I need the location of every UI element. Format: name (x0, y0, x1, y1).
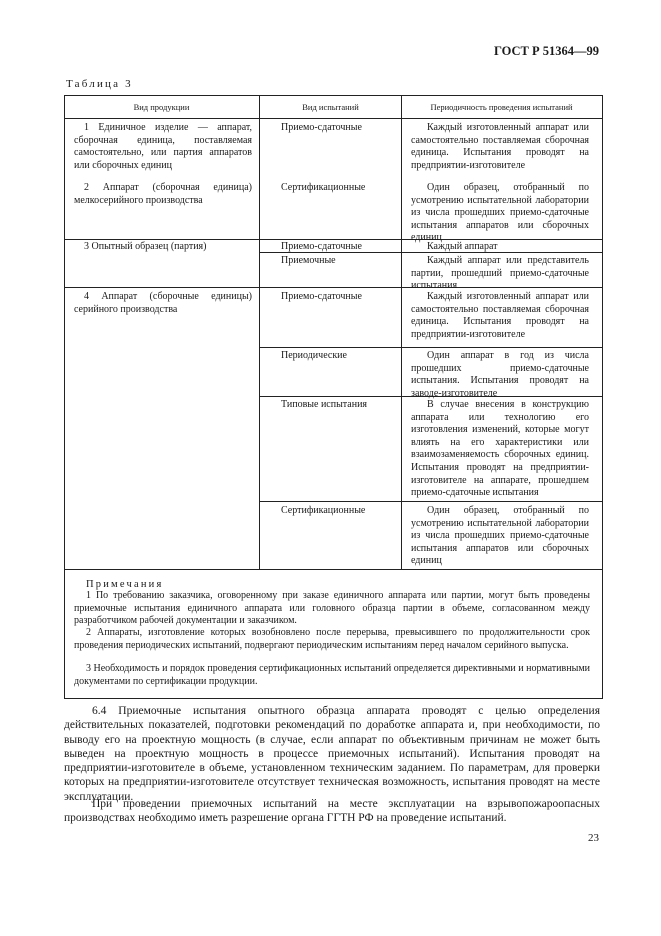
period-cell: Каждый аппарат (427, 241, 498, 252)
test-type-cell: Сертификационные (281, 505, 366, 516)
column-header-product: Вид продукции (133, 102, 190, 112)
column-header-test: Вид испытаний (302, 102, 359, 112)
test-type-cell: Типовые испытания (281, 399, 368, 410)
table-notes-rule (64, 569, 602, 570)
note-item: 2 Аппараты, изготовление которых возобновлено после перерыва, превысившего по продолжительности срок проведения периодических испытаний, подвергают периодическим испытаниям перед началом серийного выпуска. (74, 627, 590, 651)
table-row-rule (259, 347, 602, 348)
notes-title: Примечания (86, 579, 164, 590)
test-type-cell: Сертификационные (281, 182, 366, 193)
product-cell: 1 Единичное изделие — аппарат, сборочная единица, поставляемая самостоятельно, или партия аппаратов или сборочных единиц (74, 122, 252, 171)
period-cell: Один аппарат в год из числа прошедших приемо-сдаточные испытания. Испытания проводят на заводе-изготовителе (411, 350, 589, 399)
period-cell: Каждый изготовленный аппарат или самостоятельно поставляемая сборочная единица. Испытания проводят на предприятии-изготовителе (411, 291, 589, 340)
period-cell: Каждый изготовленный аппарат или самостоятельно поставляемая сборочная единица. Испытания проводят на предприятии-изготовителе (411, 122, 589, 171)
body-paragraph: При проведении приемочных испытаний на месте эксплуатации на взрывопожароопасных производствах необходимо иметь разрешение органа ГГТН РФ на проведение испытаний. (64, 798, 600, 825)
test-type-cell: Приемо-сдаточные (281, 241, 362, 252)
period-cell: Один образец, отобранный по усмотрению испытательной лаборатории из числа прошедших приемо-сдаточные испытания аппаратов или сборочных единиц (411, 182, 589, 244)
test-type-cell: Приемо-сдаточные (281, 122, 362, 133)
table-header-rule (64, 118, 602, 119)
test-type-cell: Приемочные (281, 255, 336, 266)
test-type-cell: Периодические (281, 350, 347, 361)
column-header-period: Периодичность проведения испытаний (430, 102, 573, 112)
body-paragraph: 6.4 Приемочные испытания опытного образца аппарата проводят с целью определения действительных показателей, подготовки рекомендаций по доработке аппарата и, при необходимости, по выводу его на проектную мощность (в случае, если аппарат по объективным причинам не может быть выведен на проектную мощность в процессе приемочных испытаний). Испытания проводят на предприятии-изготовителе в объеме, установленном техническим заданием. По параметрам, для проверки которых на предприятии-изготовителе отсутствует техническая возможность, испытания проводят на месте эксплуатации. (64, 705, 600, 803)
product-cell: 3 Опытный образец (партия) (84, 241, 207, 252)
period-cell: Каждый аппарат или представитель партии, прошедший приемо-сдаточные испытания (411, 255, 589, 292)
table-col-divider (401, 95, 402, 569)
table-col-divider (259, 95, 260, 569)
table-row-rule (259, 501, 602, 502)
doc-header: ГОСТ Р 51364—99 (493, 44, 599, 58)
table-caption: Таблица 3 (66, 78, 133, 90)
test-type-cell: Приемо-сдаточные (281, 291, 362, 302)
note-item: 3 Необходимость и порядок проведения сертификационных испытаний определяется директивными и нормативными документами по сертификации продукции. (74, 663, 590, 687)
page-number: 23 (588, 832, 599, 844)
note-item: 1 По требованию заказчика, оговоренному при заказе единичного аппарата или партии, могут быть проведены приемочные испытания единичного аппарата или головного образца партии в объеме, согласованном между разработчиком рабочей документации и заказчиком. (74, 590, 590, 627)
product-cell: 2 Аппарат (сборочная единица) мелкосерийного производства (74, 182, 252, 206)
period-cell: Один образец, отобранный по усмотрению испытательной лаборатории из числа прошедших приемо-сдаточные испытания аппаратов или сборочных единиц (411, 505, 589, 567)
period-cell: В случае внесения в конструкцию аппарата или технологию его изготовления изменений, которые могут влиять на его характеристики или взаимозаменяемость сборочных единиц. Испытания проводят на предприятии-изготовителе на аппарате, прошедшем приемо-сдаточные испытания (411, 399, 589, 499)
product-cell: 4 Аппарат (сборочные единицы) серийного производства (74, 291, 252, 315)
